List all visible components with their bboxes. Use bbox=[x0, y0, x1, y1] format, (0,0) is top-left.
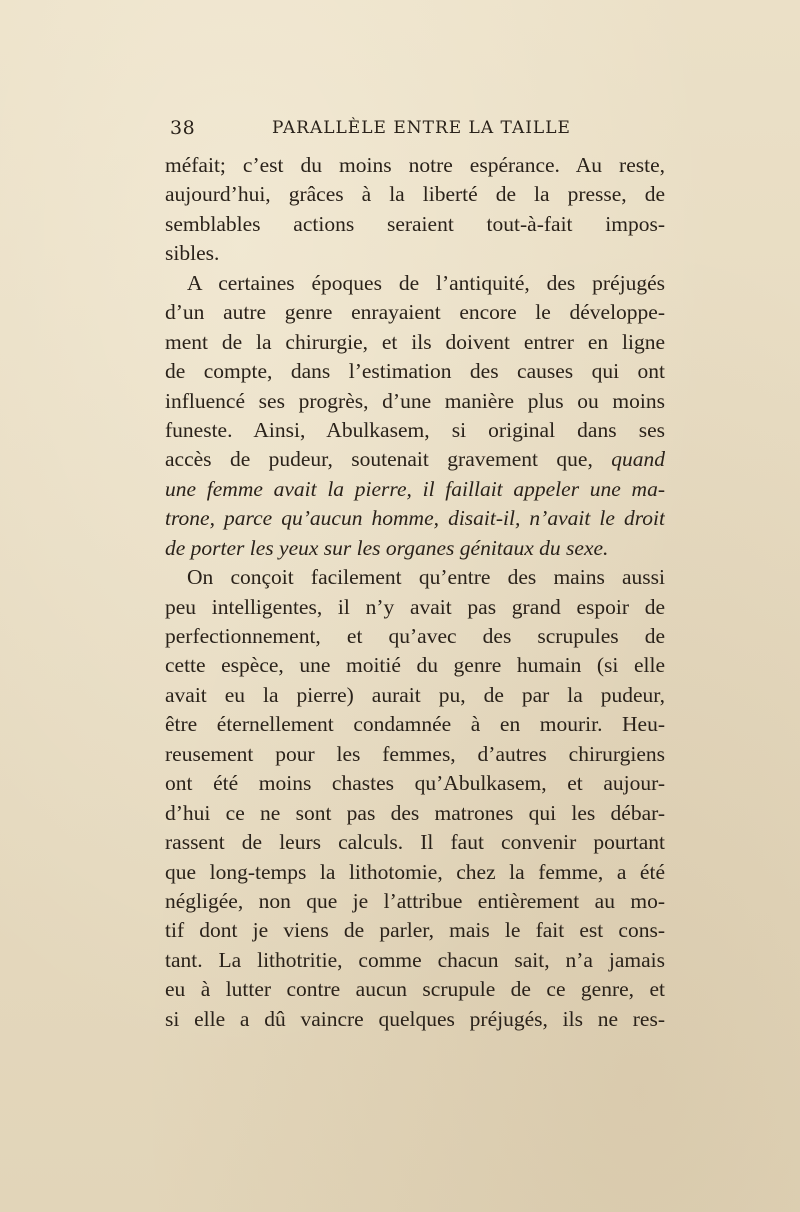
text-line-italic-tail: quand bbox=[611, 447, 665, 472]
running-head bbox=[170, 117, 665, 143]
text-line: A certaines époques de l’antiquité, des préjugés bbox=[187, 270, 665, 295]
text-line-roman: accès de pudeur, soutenait gravement que, bbox=[165, 447, 593, 472]
text-line: de compte, dans l’estimation des causes qui ont bbox=[165, 359, 665, 384]
text-line: que long-temps la lithotomie, chez la femme, a été bbox=[165, 859, 665, 884]
text-line: peu intelligentes, il n’y avait pas grand espoir de bbox=[165, 594, 665, 619]
text-line: si elle a dû vaincre quelques préjugés, ils ne res- bbox=[165, 1006, 665, 1031]
text-line: être éternellement condamnée à en mourir. Heu- bbox=[165, 712, 665, 737]
text-line: d’hui ce ne sont pas des matrones qui les débar- bbox=[165, 800, 665, 825]
text-line: perfectionnement, et qu’avec des scrupules de bbox=[165, 624, 665, 648]
text-line-italic: trone, parce qu’aucun homme, disait-il, n’avait le droit bbox=[165, 506, 665, 531]
text-line: On conçoit facilement qu’entre des mains aussi bbox=[187, 565, 665, 590]
body-text bbox=[165, 151, 665, 1034]
text-line: méfait; c’est du moins notre espérance. Au reste, bbox=[165, 153, 665, 177]
text-line: tif dont je viens de parler, mais le fait est cons- bbox=[165, 918, 665, 943]
text-line: avait eu la pierre) aurait pu, de par la pudeur, bbox=[165, 682, 665, 707]
text-line-mixed bbox=[165, 445, 665, 474]
text-line: rassent de leurs calculs. Il faut convenir pourtant bbox=[165, 830, 665, 855]
text-line: ont été moins chastes qu’Abulkasem, et aujour- bbox=[165, 771, 665, 796]
text-line: négligée, non que je l’attribue entièrement au mo- bbox=[165, 888, 665, 913]
text-line-italic: de porter les yeux sur les organes génitaux du sexe. bbox=[165, 535, 609, 560]
running-title: PARALLÈLE ENTRE LA TAILLE bbox=[272, 118, 571, 138]
text-line: eu à lutter contre aucun scrupule de ce genre, et bbox=[165, 977, 665, 1002]
page-number: 38 bbox=[170, 117, 196, 139]
text-line: funeste. Ainsi, Abulkasem, si original dans ses bbox=[165, 417, 665, 442]
text-line-italic: une femme avait la pierre, il faillait appeler une ma- bbox=[165, 476, 665, 501]
text-line: aujourd’hui, grâces à la liberté de la presse, de bbox=[165, 182, 665, 207]
text-line: semblables actions seraient tout-à-fait impos- bbox=[165, 211, 665, 236]
text-line: d’un autre genre enrayaient encore le développe- bbox=[165, 300, 665, 325]
text-line: cette espèce, une moitié du genre humain (si elle bbox=[165, 653, 665, 678]
text-line: ment de la chirurgie, et ils doivent entrer en ligne bbox=[165, 329, 665, 354]
text-line: sibles. bbox=[165, 241, 220, 266]
text-line: tant. La lithotritie, comme chacun sait, n’a jamais bbox=[165, 947, 665, 972]
text-line: reusement pour les femmes, d’autres chirurgiens bbox=[165, 741, 665, 766]
text-line: influencé ses progrès, d’une manière plus ou moins bbox=[165, 388, 665, 413]
